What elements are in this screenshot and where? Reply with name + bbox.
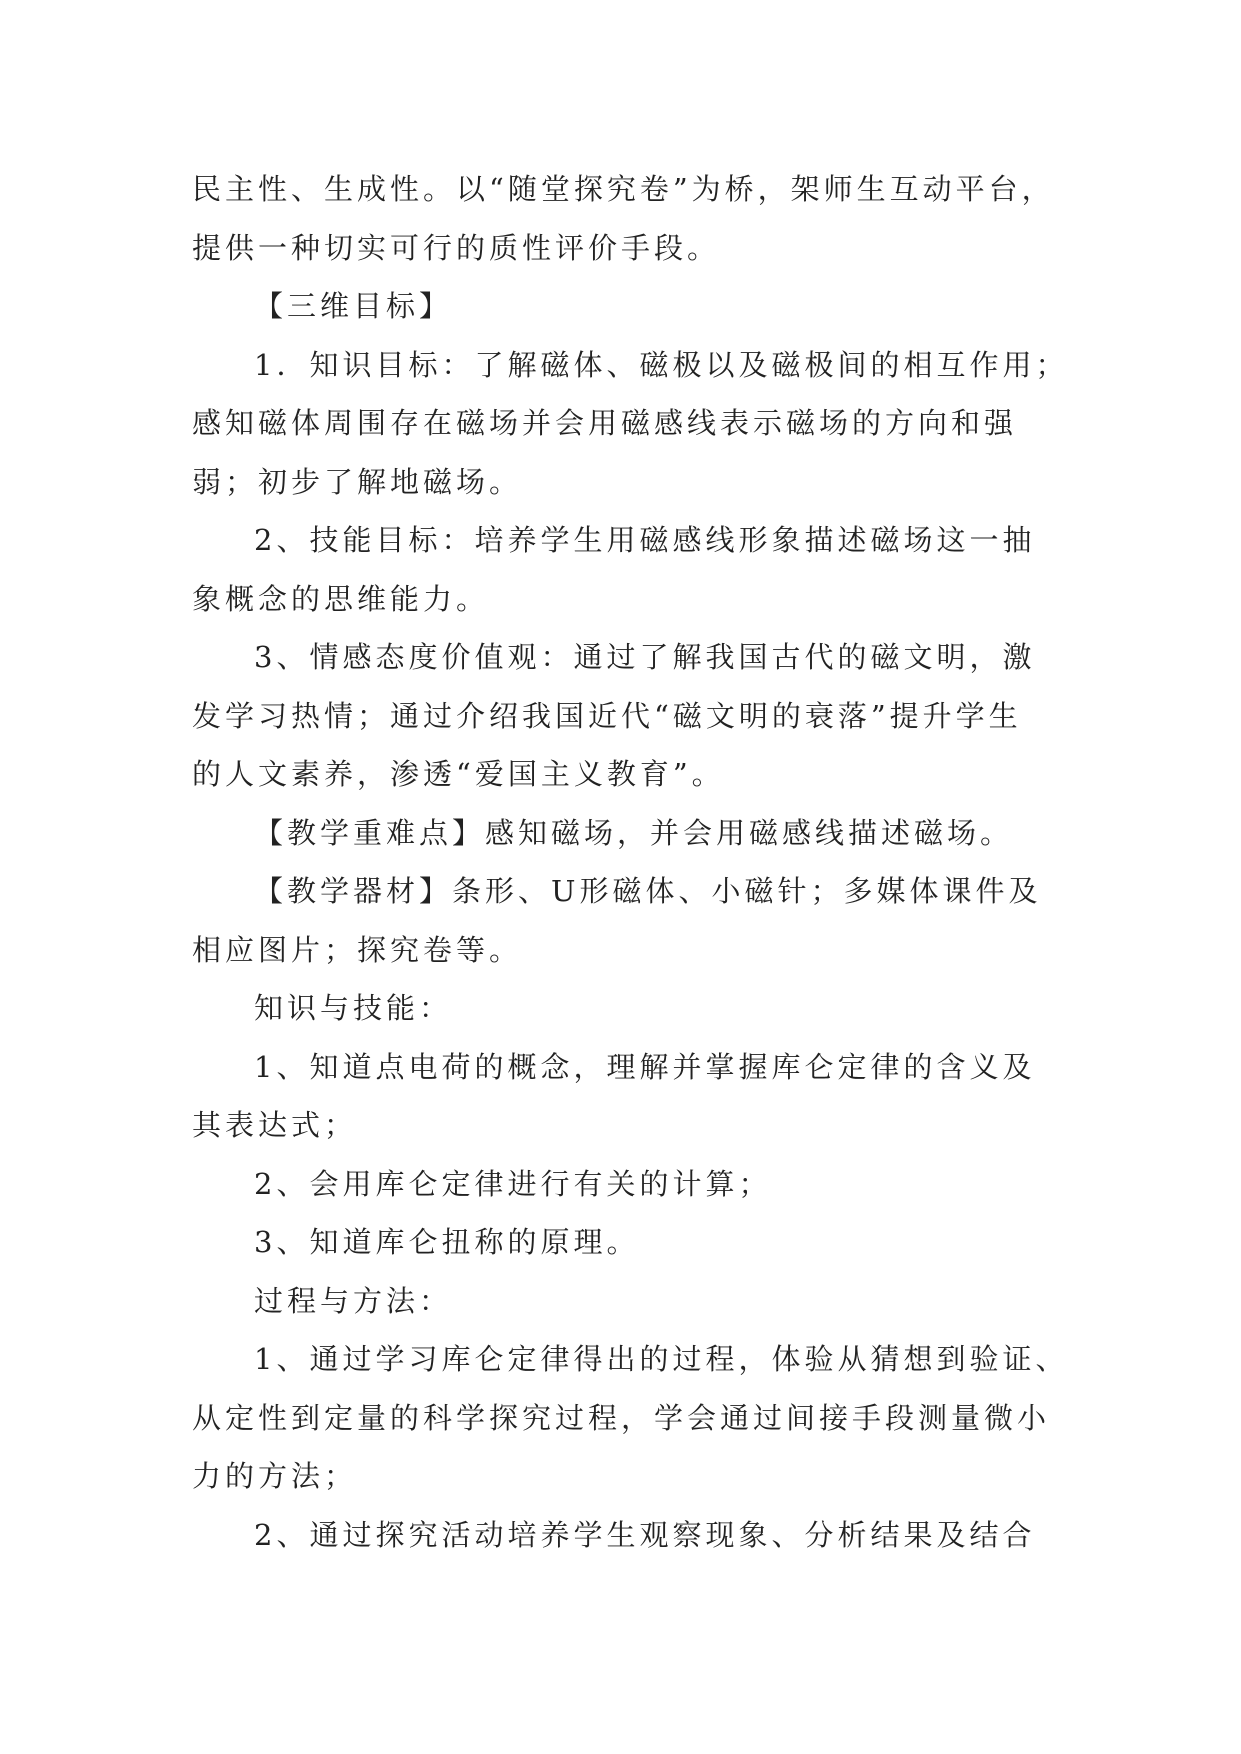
text-line-9: 3、情感态度价值观：通过了解我国古代的磁文明，激 bbox=[254, 640, 1036, 674]
text-line-16: 1、知道点电荷的概念，理解并掌握库仑定律的含义及 bbox=[254, 1049, 1036, 1084]
text-line-11: 的人文素养，渗透“爱国主义教育”。 bbox=[192, 757, 725, 791]
text-line-2: 提供一种切实可行的质性评价手段。 bbox=[192, 230, 721, 265]
document-body bbox=[192, 160, 1069, 1564]
text-line-18: 2、会用库仑定律进行有关的计算； bbox=[254, 1166, 772, 1201]
text-line-8: 象概念的思维能力。 bbox=[192, 581, 490, 616]
subheading-knowledge-skills: 知识与技能： bbox=[254, 991, 453, 1025]
text-line-4: 1．知识目标：了解磁体、磁极以及磁极间的相互作用； bbox=[254, 347, 1069, 382]
text-line-22: 从定性到定量的科学探究过程，学会通过间接手段测量微小 bbox=[192, 1400, 1051, 1435]
text-line-21: 1、通过学习库仑定律得出的过程，体验从猜想到验证、 bbox=[254, 1342, 1069, 1376]
text-line-1: 民主性、生成性。以“随堂探究卷”为桥，架师生互动平台， bbox=[192, 172, 1055, 206]
text-line-14: 相应图片；探究卷等。 bbox=[192, 932, 523, 967]
section-heading-three-dimensional-goals: 【三维目标】 bbox=[254, 289, 453, 323]
section-heading-equipment: 【教学器材】条形、U形磁体、小磁针；多媒体课件及 bbox=[254, 874, 1042, 908]
text-line-17: 其表达式； bbox=[192, 1108, 358, 1142]
text-line-10: 发学习热情；通过介绍我国近代“磁文明的衰落”提升学生 bbox=[192, 698, 1022, 733]
text-line-19: 3、知道库仑扭称的原理。 bbox=[254, 1225, 640, 1259]
text-line-7: 2、技能目标：培养学生用磁感线形象描述磁场这一抽 bbox=[254, 523, 1036, 557]
section-heading-key-points: 【教学重难点】感知磁场，并会用磁感线描述磁场。 bbox=[254, 815, 1014, 850]
subheading-process-methods: 过程与方法： bbox=[254, 1283, 453, 1318]
text-line-23: 力的方法； bbox=[192, 1459, 358, 1493]
text-line-5: 感知磁体周围存在磁场并会用磁感线表示磁场的方向和强 bbox=[192, 406, 1018, 440]
text-line-24: 2、通过探究活动培养学生观察现象、分析结果及结合 bbox=[254, 1517, 1036, 1552]
text-line-6: 弱；初步了解地磁场。 bbox=[192, 464, 523, 499]
